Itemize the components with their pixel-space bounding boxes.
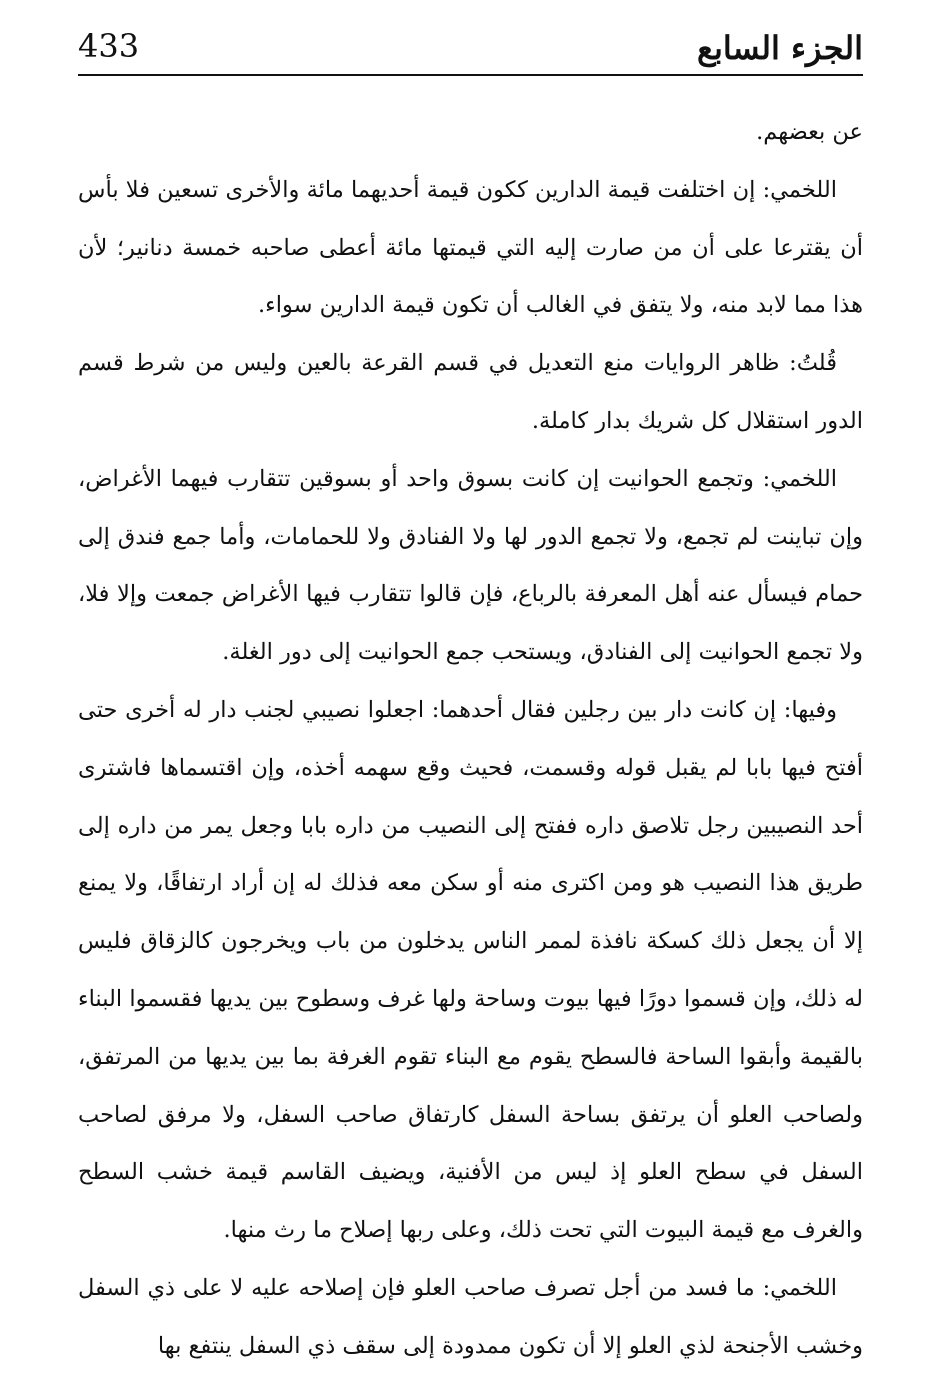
- paragraph-lakhmi-2: اللخمي: وتجمع الحوانيت إن كانت بسوق واحد أو بسوقين تتقارب فيهما الأغراض، وإن تباينت لم تجمع، ولا تجمع الدور لها ولا الفنادق ولا للحمامات، وأما جمع فندق إلى حمام فيسأل عنه أهل المعرفة بالرباع، فإن قالوا تتقارب فيها الأغراض جمعت وإلا فلا، ولا تجمع الحوانيت إلى الفنادق، ويستحب جمع الحوانيت إلى دور الغلة.: [78, 465, 863, 666]
- paragraph-lakhmi-1: اللخمي: إن اختلفت قيمة الدارين ككون قيمة أحديهما مائة والأخرى تسعين فلا بأس أن يقترعا على أن من صارت إليه التي قيمتها مائة أعطى صاحبه خمسة دنانير؛ لأن هذا مما لابد منه، ولا يتفق في الغالب أن تكون قيمة الدارين سواء.: [78, 176, 863, 319]
- paragraph-qultu: قُلتُ: ظاهر الروايات منع التعديل في قسم القرعة بالعين وليس من شرط قسم الدور استقلال كل شريك بدار كاملة.: [78, 350, 863, 434]
- paragraph-lakhmi-3: اللخمي: ما فسد من أجل تصرف صاحب العلو فإن إصلاحه عليه لا على ذي السفل وخشب الأجنحة لذي العلو إلا أن تكون ممدودة إلى سقف ذي السفل ينتفع بها: [78, 1274, 863, 1359]
- page-header: [78, 22, 863, 72]
- page-body: [78, 104, 863, 1376]
- paragraph-wafiha: وفيها: إن كانت دار بين رجلين فقال أحدهما: اجعلوا نصيبي لجنب دار له أخرى حتى أفتح فيها بابا لم يقبل قوله وقسمت، فحيث وقع سهمه أخذه، وإن اقتسماها فاشترى أحد النصيبين رجل تلاصق داره ففتح إلى النصيب من داره بابا وجعل يمر من داره إلى طريق هذا النصيب هو ومن اكترى منه أو سكن معه فذلك له إن أراد ارتفاقًا، ولا يمنع إلا أن يجعل ذلك كسكة نافذة لممر الناس يدخلون من باب ويخرجون كالزقاق فليس له ذلك، وإن قسموا دورًا فيها بيوت وساحة ولها غرف وسطوح بين يديها فقسموا البناء بالقيمة وأبقوا الساحة فالسطح يقوم مع البناء تقوم الغرفة بما بين يديها من المرتفق، ولصاحب العلو أن يرتفق بساحة السفل كارتفاق صاحب السفل، ولا مرفق لصاحب السفل في سطح العلو إذ ليس من الأفنية، ويضيف القاسم قيمة خشب السطح والغرف مع قيمة البيوت التي تحت ذلك، وعلى ربها إصلاح ما رث منها.: [78, 696, 863, 1244]
- page-number: 433: [78, 27, 140, 65]
- paragraph-continuation: عن بعضهم.: [756, 119, 863, 145]
- header-divider: [78, 74, 863, 76]
- running-title: الجزء السابع: [696, 29, 863, 67]
